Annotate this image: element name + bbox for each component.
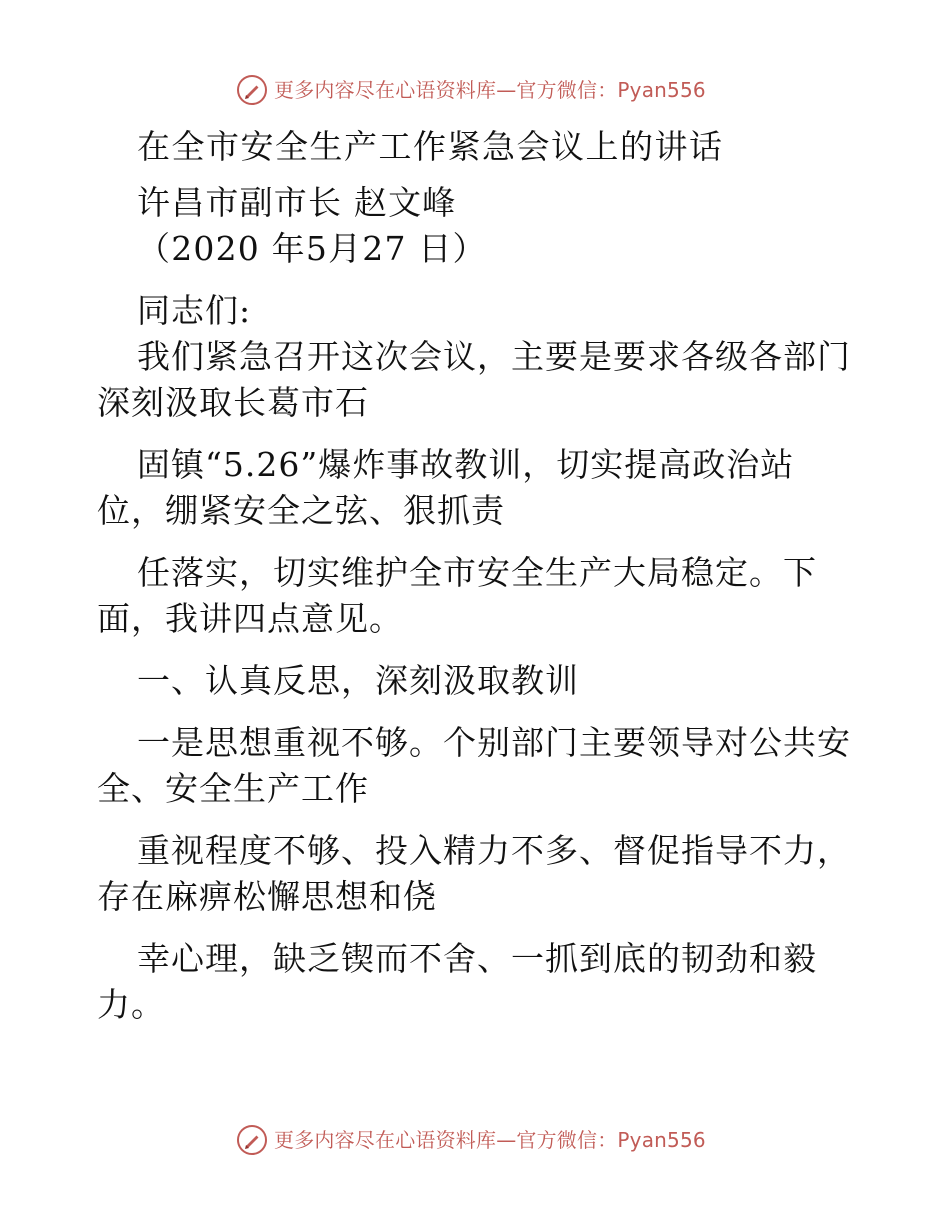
- paragraph-3-line-2: 面，我讲四点意见。: [97, 599, 403, 638]
- section-1-title: 一、认真反思，深刻汲取教训: [137, 661, 579, 700]
- top-watermark: [236, 72, 756, 108]
- bottom-watermark: [236, 1122, 756, 1158]
- paragraph-4-line-1: 一是思想重视不够。个别部门主要领导对公共安: [137, 723, 851, 762]
- pen-logo-icon: [236, 1124, 268, 1156]
- paragraph-6-line-1: 幸心理，缺乏锲而不舍、一抓到底的韧劲和毅: [137, 939, 817, 978]
- paragraph-1-line-1: 我们紧急召开这次会议，主要是要求各级各部门: [137, 337, 851, 376]
- speaker-line: 许昌市副市长 赵文峰: [137, 183, 457, 222]
- paragraph-2-line-1: 固镇“5.26”爆炸事故教训，切实提高政治站: [137, 445, 795, 484]
- paragraph-4-line-2: 全、安全生产工作: [97, 769, 369, 808]
- paragraph-5-line-1: 重视程度不够、投入精力不多、督促指导不力，: [137, 831, 851, 870]
- watermark-text: 更多内容尽在心语资料库—官方微信：Pyan556: [274, 78, 706, 102]
- watermark-text: 更多内容尽在心语资料库—官方微信：Pyan556: [274, 1128, 706, 1152]
- paragraph-6-line-2: 力。: [97, 985, 165, 1024]
- paragraph-3-line-1: 任落实，切实维护全市安全生产大局稳定。下: [137, 553, 817, 592]
- pen-logo-icon: [236, 74, 268, 106]
- salutation: 同志们:: [137, 291, 252, 330]
- paragraph-2-line-2: 位，绷紧安全之弦、狠抓责: [97, 491, 505, 530]
- document-body: [97, 124, 857, 1028]
- paragraph-5-line-2: 存在麻痹松懈思想和侥: [97, 877, 437, 916]
- document-title: 在全市安全生产工作紧急会议上的讲话: [137, 127, 724, 166]
- paragraph-1-line-2: 深刻汲取长葛市石: [97, 383, 369, 422]
- date-line: （2020 年5月27 日）: [137, 229, 487, 268]
